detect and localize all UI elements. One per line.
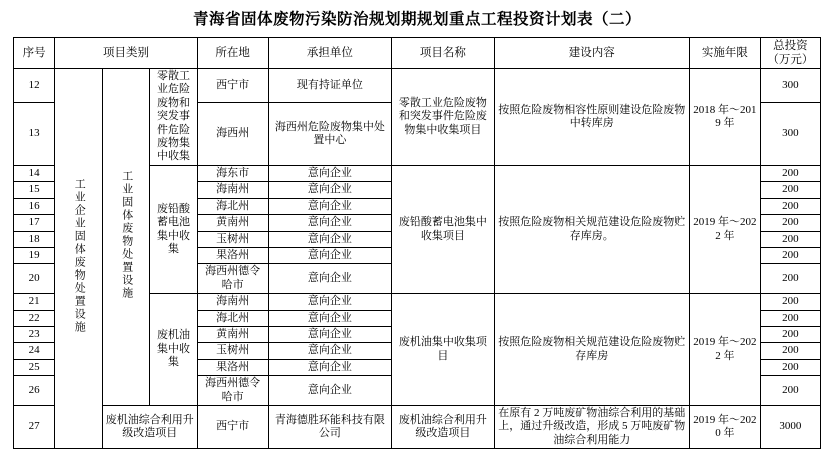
cell-invest: 200 (760, 343, 820, 359)
cell-project-name: 废机油综合利用升级改造项目 (392, 405, 494, 448)
cell-unit: 意向企业 (268, 165, 392, 181)
cell-invest: 200 (760, 359, 820, 375)
table-body (14, 69, 821, 449)
cell-category-level1: 工业企业固体废物处置设施 (55, 69, 103, 449)
cell-place: 海西州德令哈市 (197, 264, 268, 294)
cell-content: 在原有 2 万吨废矿物油综合利用的基础上，通过升级改造，形成 5 万吨废矿物油综合利用能力 (494, 405, 689, 448)
cell-invest: 200 (760, 198, 820, 214)
investment-plan-table (13, 37, 821, 449)
cell-place: 果洛州 (197, 359, 268, 375)
cell-invest: 200 (760, 247, 820, 263)
column-header-category: 项目类别 (55, 38, 198, 69)
cell-place: 西宁市 (197, 405, 268, 448)
cell-place: 海西州德令哈市 (197, 376, 268, 406)
cell-invest: 300 (760, 103, 820, 165)
cell-place: 海东市 (197, 165, 268, 181)
cell-unit: 意向企业 (268, 198, 392, 214)
cell-years: 2019 年～2020 年 (689, 405, 760, 448)
cell-content: 按照危险废物相关规范建设危险废物贮存库房 (494, 294, 689, 406)
cell-project-name: 废机油集中收集项目 (392, 294, 494, 406)
cell-invest: 200 (760, 326, 820, 342)
cell-unit: 意向企业 (268, 264, 392, 294)
column-header-unit: 承担单位 (268, 38, 392, 69)
cell-place: 海南州 (197, 294, 268, 310)
cell-invest: 200 (760, 231, 820, 247)
cell-unit: 现有持证单位 (268, 69, 392, 103)
cell-content: 按照危险废物相关规范建设危险废物贮存库房。 (494, 165, 689, 293)
cell-place: 玉树州 (197, 231, 268, 247)
cell-invest: 200 (760, 182, 820, 198)
cell-seq: 17 (14, 215, 55, 231)
cell-subcategory-1: 零散工业危险废物和突发事件危险废物集中收集 (150, 69, 198, 166)
cell-unit: 海西州危险废物集中处置中心 (268, 103, 392, 165)
cell-place: 黄南州 (197, 215, 268, 231)
cell-project-name: 零散工业危险废物和突发事件危险废物集中收集项目 (392, 69, 494, 166)
cell-seq: 27 (14, 405, 55, 448)
cell-seq: 14 (14, 165, 55, 181)
column-header-invest (760, 38, 820, 69)
cell-years: 2019 年～2022 年 (689, 165, 760, 293)
cell-place: 海西州 (197, 103, 268, 165)
table-row (14, 69, 821, 103)
cell-unit: 意向企业 (268, 359, 392, 375)
cell-years: 2018 年～2019 年 (689, 69, 760, 166)
cell-invest: 200 (760, 376, 820, 406)
cell-content: 按照危险废物相容性原则建设危险废物中转库房 (494, 69, 689, 166)
cell-place: 西宁市 (197, 69, 268, 103)
page-title: 青海省固体废物污染防治规划期规划重点工程投资计划表（二） (192, 11, 641, 28)
cell-unit: 意向企业 (268, 310, 392, 326)
table-header (14, 38, 821, 69)
column-header-seq: 序号 (14, 38, 55, 69)
cell-place: 海南州 (197, 182, 268, 198)
cell-seq: 13 (14, 103, 55, 165)
cell-unit: 意向企业 (268, 182, 392, 198)
cell-unit: 意向企业 (268, 343, 392, 359)
cell-seq: 18 (14, 231, 55, 247)
cell-seq: 19 (14, 247, 55, 263)
cell-seq: 26 (14, 376, 55, 406)
cell-seq: 20 (14, 264, 55, 294)
column-header-content: 建设内容 (494, 38, 689, 69)
cell-seq: 16 (14, 198, 55, 214)
cell-invest: 3000 (760, 405, 820, 448)
cell-place: 黄南州 (197, 326, 268, 342)
cell-years: 2019 年～2022 年 (689, 294, 760, 406)
cell-unit: 青海德胜环能科技有限公司 (268, 405, 392, 448)
cell-seq: 21 (14, 294, 55, 310)
cell-invest: 200 (760, 165, 820, 181)
cell-unit: 意向企业 (268, 294, 392, 310)
cell-subcategory-3: 废机油集中收集 (150, 294, 198, 406)
cell-place: 海北州 (197, 310, 268, 326)
cell-unit: 意向企业 (268, 231, 392, 247)
column-header-years: 实施年限 (689, 38, 760, 69)
cell-subcategory-4: 废机油综合利用升级改造项目 (102, 405, 197, 448)
cell-unit: 意向企业 (268, 376, 392, 406)
cell-seq: 12 (14, 69, 55, 103)
table-row (14, 405, 821, 448)
cell-seq: 25 (14, 359, 55, 375)
cell-invest: 200 (760, 215, 820, 231)
cell-invest: 200 (760, 310, 820, 326)
cell-place: 玉树州 (197, 343, 268, 359)
cell-project-name: 废铅酸蓄电池集中收集项目 (392, 165, 494, 293)
invest-header-line1: 总投资 (773, 40, 808, 52)
column-header-project: 项目名称 (392, 38, 494, 69)
cell-seq: 24 (14, 343, 55, 359)
column-header-place: 所在地 (197, 38, 268, 69)
header-row (14, 38, 821, 69)
cell-seq: 15 (14, 182, 55, 198)
cell-seq: 22 (14, 310, 55, 326)
cell-invest: 200 (760, 264, 820, 294)
cell-invest: 300 (760, 69, 820, 103)
cell-place: 海北州 (197, 198, 268, 214)
cell-category-level2: 工业固体废物处置设施 (102, 69, 150, 406)
cell-place: 果洛州 (197, 247, 268, 263)
cell-subcategory-2: 废铅酸蓄电池集中收集 (150, 165, 198, 293)
cell-unit: 意向企业 (268, 215, 392, 231)
invest-header-line2: （万元） (767, 54, 814, 67)
cell-unit: 意向企业 (268, 326, 392, 342)
cell-seq: 23 (14, 326, 55, 342)
cell-invest: 200 (760, 294, 820, 310)
cell-unit: 意向企业 (268, 247, 392, 263)
